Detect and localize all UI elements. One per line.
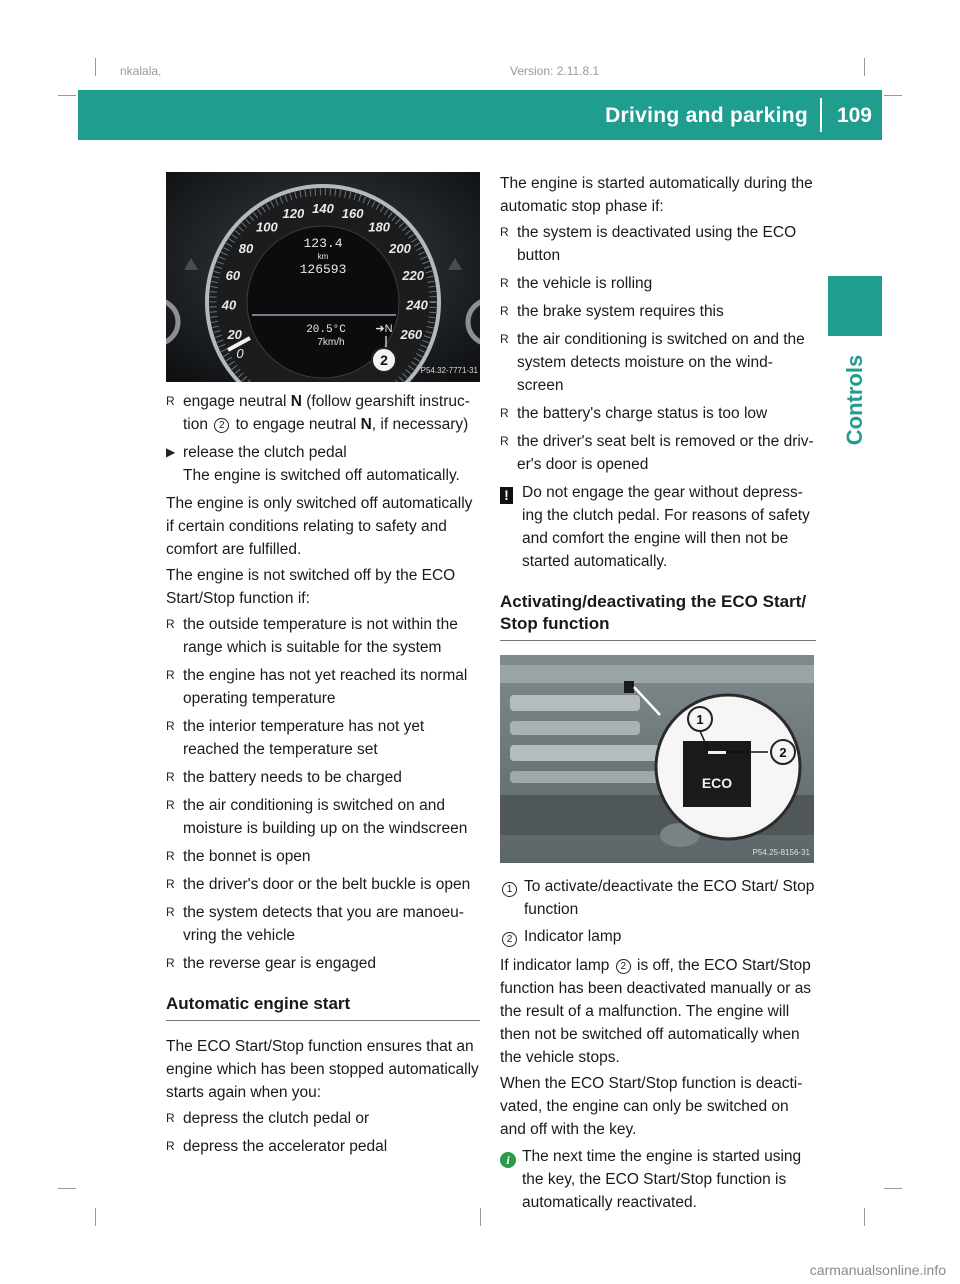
list-item: R the battery needs to be charged (166, 769, 402, 786)
speed-label: 60 (225, 268, 241, 283)
step-item: ▶ release the clutch pedal The engine is switched off automatically. (166, 441, 480, 487)
page-number: 109 (836, 104, 872, 127)
list-item: R the battery's charge status is too low (500, 405, 768, 422)
unit-readout: km (317, 252, 329, 261)
legend-item: 2 Indicator lamp (500, 925, 816, 950)
speed-label: 180 (368, 219, 390, 235)
speed-label: 120 (282, 205, 305, 221)
crop-mark (95, 1208, 96, 1226)
figure-ref: P54.32-7771-31 (420, 366, 478, 375)
list-item: R depress the accelerator pedal (166, 1138, 388, 1155)
speed-label: 80 (238, 241, 254, 257)
left-column (166, 390, 480, 1163)
crop-mark (864, 1208, 865, 1226)
speed-label: 40 (221, 297, 237, 313)
heading-activate: Activating/deactivating the ECO Start/ Stop function (500, 591, 816, 641)
list-item: R the air conditioning is switched on and moisture is building up on the windscreen (166, 797, 468, 837)
eco-label: ECO (701, 775, 733, 791)
list-item: R the system is deactivated using the ECO button (500, 224, 797, 264)
page-header (78, 90, 882, 140)
info-note: i The next time the engine is started using the key, the ECO Start/Stop function is automatically reactivated. (500, 1145, 816, 1214)
speed-label: 260 (400, 327, 423, 343)
odometer-readout: 126593 (299, 262, 347, 277)
callout-1: 1 (696, 712, 704, 727)
speed-label: 240 (406, 297, 428, 313)
temp-readout: 20.5°C (306, 324, 346, 336)
callout-2: 2 (779, 745, 787, 760)
print-meta-left: nkalala, (120, 64, 162, 78)
speed-label: 140 (312, 201, 334, 216)
eco-button-image (500, 655, 814, 863)
trip-readout: 123.4 (303, 236, 343, 251)
speed-label: 100 (256, 219, 278, 235)
speed-label: 200 (389, 241, 411, 257)
crop-mark (884, 95, 902, 96)
right-column (500, 172, 816, 1222)
list-item: R the air conditioning is switched on and the system detects moisture on the wind-screen (500, 331, 805, 394)
list-item: R the vehicle is rolling (500, 275, 653, 292)
list-item: R depress the clutch pedal or (166, 1110, 370, 1127)
paragraph: When the ECO Start/Stop function is deacti-vated, the engine can only be switched on and off with the key. (500, 1075, 803, 1138)
list-item: R the interior temperature has not yet reached the temperature set (166, 718, 425, 758)
paragraph: The engine is started automatically during the automatic stop phase if: (500, 175, 813, 215)
crop-mark (884, 1188, 902, 1189)
legend-item: 1 To activate/deactivate the ECO Start/ Stop function (500, 875, 816, 921)
speed-readout: 7km/h (317, 337, 345, 348)
figure-ref: P54.25-8156-31 (752, 848, 810, 857)
crop-mark (480, 1208, 481, 1226)
list-item: R the engine has not yet reached its normal operating temperature (166, 667, 468, 707)
callout-2: 2 (380, 352, 388, 368)
warning-icon: ! (500, 487, 513, 504)
speed-label: 220 (402, 268, 424, 283)
callout-2-inline: 2 (214, 418, 229, 433)
chapter-tab (828, 276, 882, 336)
watermark: carmanualsonline.info (809, 1262, 946, 1278)
header-divider (820, 98, 822, 132)
crop-mark (58, 1188, 76, 1189)
warning-note: ! Do not engage the gear without depress-ing the clutch pedal. For reasons of safety and comfort the engine will then not be started automatically. (500, 481, 816, 573)
chapter-label: Controls (842, 354, 868, 446)
crop-mark (95, 58, 96, 76)
needle-zero-label: 0 (236, 346, 244, 361)
crop-mark (864, 58, 865, 76)
crop-mark (58, 95, 76, 96)
list-item: R engage neutral N (follow gearshift instruc-tion 2 to engage neutral N, if necessary) (166, 393, 470, 433)
instrument-cluster-image (166, 172, 480, 382)
paragraph: The engine is only switched off automatically if certain conditions relating to safety and comfort are fulfilled. (166, 495, 473, 558)
list-item: R the reverse gear is engaged (166, 955, 377, 972)
info-icon: i (500, 1152, 516, 1168)
paragraph: The ECO Start/Stop function ensures that an engine which has been stopped automatically starts again when you: (166, 1038, 479, 1101)
list-item: R the driver's door or the belt buckle is open (166, 876, 471, 893)
step-arrow-icon: ▶ (166, 445, 176, 459)
list-item: R the driver's seat belt is removed or the driv-er's door is opened (500, 433, 814, 473)
speed-label: 160 (341, 205, 364, 221)
section-title: Driving and parking (605, 104, 808, 127)
list-item: R the brake system requires this (500, 303, 724, 320)
heading-automatic-start: Automatic engine start (166, 993, 480, 1021)
list-item: R the outside temperature is not within the range which is suitable for the system (166, 616, 458, 656)
gear-indicator: ➜N (375, 323, 393, 335)
speed-label: 20 (227, 327, 242, 343)
print-meta-right: Version: 2.11.8.1 (510, 64, 600, 78)
list-item: R the bonnet is open (166, 848, 311, 865)
paragraph: If indicator lamp 2 is off, the ECO Start/Stop function has been deactivated manually or as the result of a malfunction. The engine will then not be switched off automatically when the vehicle stops. (500, 957, 812, 1066)
paragraph: The engine is not switched off by the ECO Start/Stop function if: (166, 567, 456, 607)
list-item: R the system detects that you are manoeu-vring the vehicle (166, 904, 464, 944)
